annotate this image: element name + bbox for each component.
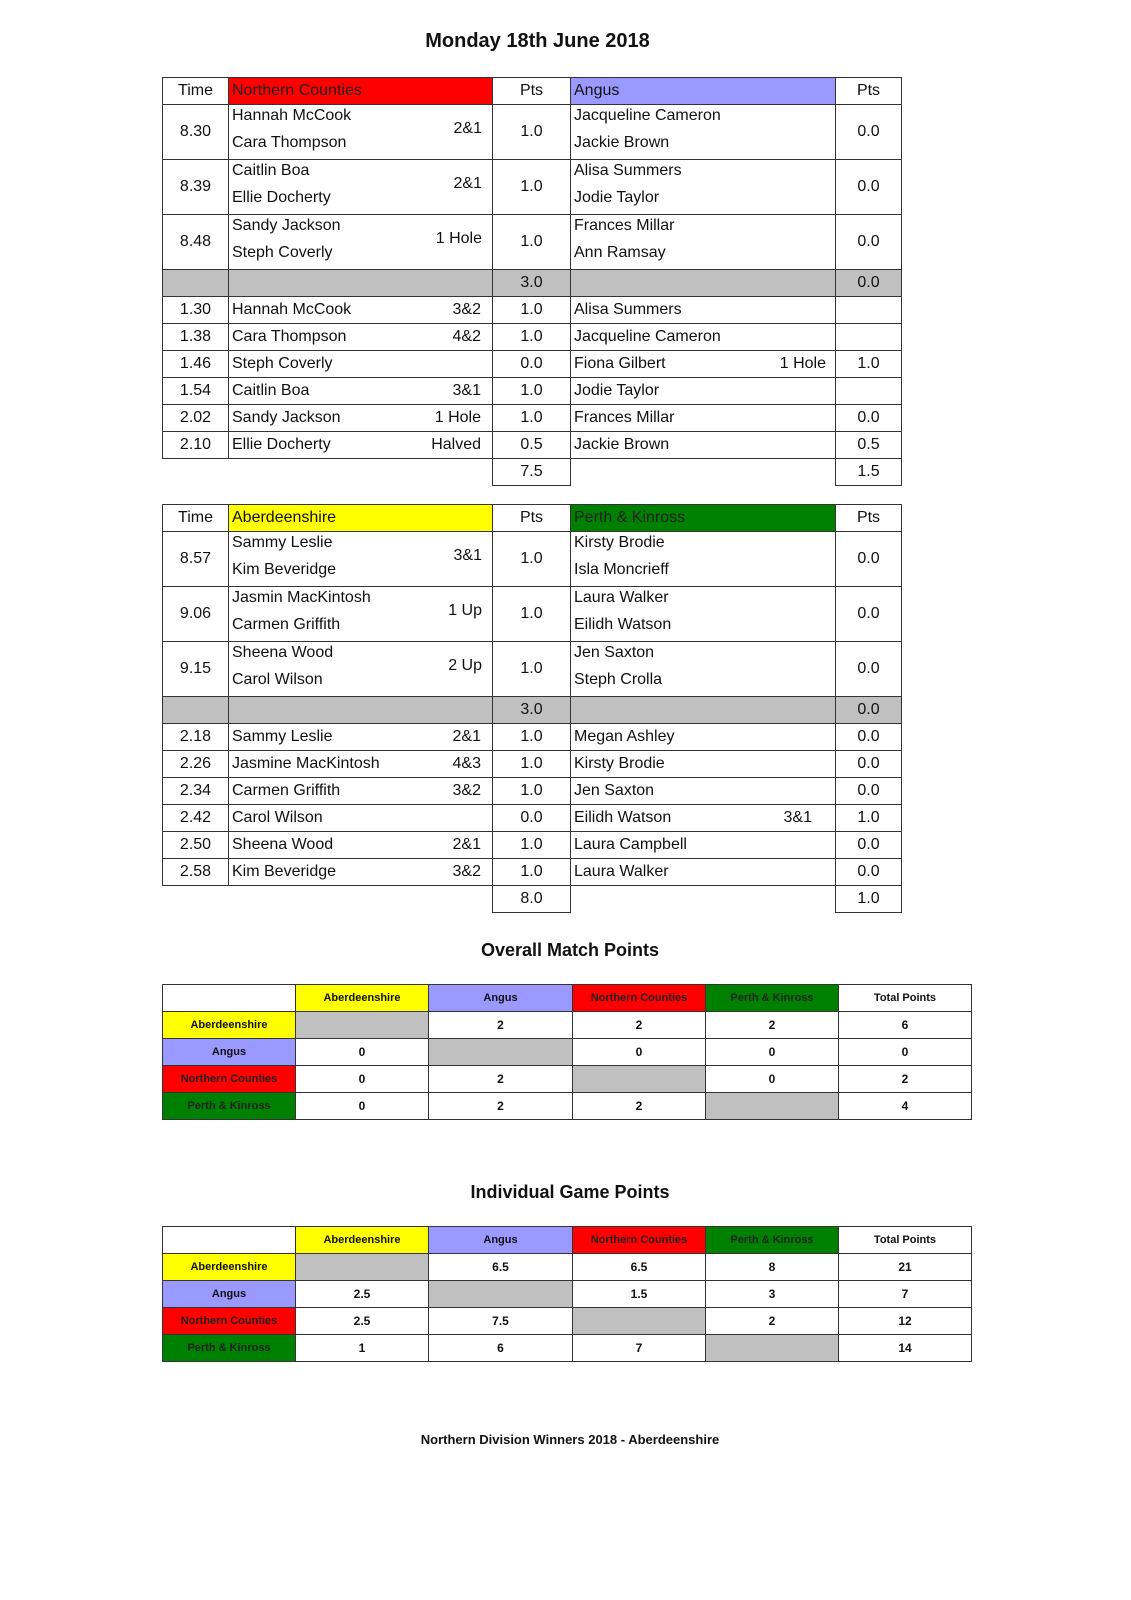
singles-row [163, 859, 902, 886]
points: 1.0 [493, 587, 571, 642]
points: 1.0 [493, 642, 571, 697]
player-name: Ann Ramsay [574, 244, 666, 261]
points: 1.0 [493, 297, 571, 324]
match-result: 3&2 [452, 863, 481, 880]
column-header-angus: Angus [429, 985, 573, 1012]
summary-cell: 2 [706, 1012, 839, 1039]
summary-total: 14 [839, 1335, 972, 1362]
player-name: Megan Ashley [574, 728, 675, 745]
team-header-perth-kinross: Perth & Kinross [571, 505, 836, 532]
total-points: 1.5 [836, 459, 902, 486]
summary-cell: 7.5 [429, 1308, 573, 1335]
player-name: Kirsty Brodie [574, 534, 665, 551]
player-name: Kim Beveridge [232, 863, 337, 880]
player-cell [571, 405, 836, 432]
column-header-total-points: Total Points [839, 1227, 972, 1254]
summary-cell: 0 [296, 1066, 429, 1093]
summary-header-row [163, 985, 972, 1012]
summary-cell: 0 [296, 1039, 429, 1066]
summary-total: 12 [839, 1308, 972, 1335]
column-header-aberdeenshire: Aberdeenshire [296, 985, 429, 1012]
match-result: 4&3 [452, 755, 481, 772]
points: 1.0 [493, 859, 571, 886]
match-result: 4&2 [452, 328, 481, 345]
match-header-row [163, 505, 902, 532]
match-result: 3&1 [783, 809, 812, 826]
points: 1.0 [493, 405, 571, 432]
player-name: Steph Coverly [232, 244, 333, 261]
foursome-row [163, 532, 902, 587]
footer-winners-note: Northern Division Winners 2018 - Aberdeenshire [420, 1432, 720, 1447]
summary-cell: 3 [706, 1281, 839, 1308]
summary-cell [296, 1254, 429, 1281]
player-name: Sandy Jackson [232, 217, 341, 234]
player-pair [571, 215, 836, 270]
column-header-northern-counties: Northern Counties [573, 1227, 706, 1254]
corner-cell [163, 985, 296, 1012]
match-result: 3&1 [452, 382, 481, 399]
subtotal-row [163, 270, 902, 297]
player-name: Sheena Wood [232, 644, 334, 661]
points: 0.0 [836, 832, 902, 859]
summary-cell [296, 1012, 429, 1039]
tee-time: 2.18 [163, 724, 229, 751]
tee-time: 8.48 [163, 215, 229, 270]
row-header-aberdeenshire: Aberdeenshire [163, 1254, 296, 1281]
player-pair [571, 532, 836, 587]
match-result: 2&1 [452, 728, 481, 745]
match-result: 2&1 [453, 175, 482, 192]
summary-cell: 1.5 [573, 1281, 706, 1308]
individual-game-points-table [162, 1226, 972, 1362]
column-header-perth-kinross: Perth & Kinross [706, 985, 839, 1012]
total-row [163, 886, 902, 913]
summary-cell: 0 [706, 1039, 839, 1066]
row-header-perth-kinross: Perth & Kinross [163, 1335, 296, 1362]
points: 0.0 [493, 351, 571, 378]
match-table-northern-counties-vs-angus [162, 77, 902, 486]
summary-cell [573, 1066, 706, 1093]
points [836, 324, 902, 351]
points: 1.0 [493, 778, 571, 805]
summary-cell: 2 [573, 1093, 706, 1120]
player-cell [571, 432, 836, 459]
pts-header: Pts [836, 505, 902, 532]
player-cell [571, 724, 836, 751]
tee-time: 1.30 [163, 297, 229, 324]
player-name: Jacqueline Cameron [574, 107, 721, 124]
player-cell [571, 778, 836, 805]
foursome-row [163, 642, 902, 697]
points: 0.5 [493, 432, 571, 459]
summary-cell: 0 [296, 1093, 429, 1120]
tee-time: 2.50 [163, 832, 229, 859]
player-pair [571, 642, 836, 697]
tee-time: 8.39 [163, 160, 229, 215]
player-cell [229, 378, 493, 405]
player-name: Steph Crolla [574, 671, 663, 688]
player-name: Frances Millar [574, 217, 675, 234]
column-header-angus: Angus [429, 1227, 573, 1254]
singles-row [163, 405, 902, 432]
summary-cell [429, 1281, 573, 1308]
points: 1.0 [836, 351, 902, 378]
player-cell [571, 805, 836, 832]
singles-row [163, 324, 902, 351]
points: 0.0 [836, 859, 902, 886]
player-cell [229, 297, 493, 324]
singles-row [163, 297, 902, 324]
points: 1.0 [493, 105, 571, 160]
player-name: Laura Walker [574, 863, 669, 880]
player-name: Carmen Griffith [232, 616, 341, 633]
player-name: Jasmin MacKintosh [232, 589, 371, 606]
match-result: 3&1 [453, 547, 482, 564]
summary-cell: 2 [706, 1308, 839, 1335]
singles-row [163, 378, 902, 405]
points: 1.0 [493, 724, 571, 751]
points: 1.0 [493, 532, 571, 587]
match-table-aberdeenshire-vs-perth-kinross [162, 504, 902, 913]
player-cell [229, 324, 493, 351]
subtotal-spacer [229, 270, 493, 297]
player-pair [229, 160, 493, 215]
player-cell [571, 351, 836, 378]
singles-row [163, 351, 902, 378]
player-name: Caitlin Boa [232, 162, 310, 179]
overall-match-points-table [162, 984, 972, 1120]
team-header-northern-counties: Northern Counties [229, 78, 493, 105]
team-header-angus: Angus [571, 78, 836, 105]
foursome-row [163, 160, 902, 215]
player-name: Carol Wilson [232, 671, 323, 688]
player-pair [229, 532, 493, 587]
player-name: Carol Wilson [232, 809, 323, 826]
corner-cell [163, 1227, 296, 1254]
player-name: Sandy Jackson [232, 409, 341, 426]
tee-time: 1.46 [163, 351, 229, 378]
total-spacer [163, 886, 229, 913]
subtotal-spacer [229, 697, 493, 724]
row-header-aberdeenshire: Aberdeenshire [163, 1012, 296, 1039]
summary-cell: 7 [573, 1335, 706, 1362]
points: 0.0 [836, 724, 902, 751]
total-spacer [571, 459, 836, 486]
player-cell [571, 751, 836, 778]
subtotal-points: 0.0 [836, 270, 902, 297]
player-name: Jacqueline Cameron [574, 328, 721, 345]
row-header-perth-kinross: Perth & Kinross [163, 1093, 296, 1120]
player-name: Alisa Summers [574, 301, 682, 318]
player-name: Fiona Gilbert [574, 355, 666, 372]
player-cell [571, 832, 836, 859]
subtotal-spacer [163, 270, 229, 297]
points: 1.0 [493, 324, 571, 351]
player-name: Laura Walker [574, 589, 669, 606]
summary-cell: 6.5 [429, 1254, 573, 1281]
points [836, 297, 902, 324]
match-header-row [163, 78, 902, 105]
summary-row [163, 1335, 972, 1362]
summary-row [163, 1281, 972, 1308]
individual-game-points-title: Individual Game Points [470, 1182, 670, 1202]
row-header-northern-counties: Northern Counties [163, 1308, 296, 1335]
player-name: Kirsty Brodie [574, 755, 665, 772]
summary-row [163, 1066, 972, 1093]
player-cell [571, 378, 836, 405]
player-cell [229, 432, 493, 459]
tee-time: 8.57 [163, 532, 229, 587]
player-name: Frances Millar [574, 409, 675, 426]
total-spacer [163, 459, 229, 486]
player-cell [229, 405, 493, 432]
tee-time: 2.42 [163, 805, 229, 832]
player-name: Eilidh Watson [574, 809, 672, 826]
subtotal-points: 3.0 [493, 697, 571, 724]
subtotal-row [163, 697, 902, 724]
summary-cell: 8 [706, 1254, 839, 1281]
player-name: Caitlin Boa [232, 382, 310, 399]
subtotal-spacer [163, 697, 229, 724]
summary-cell: 2 [573, 1012, 706, 1039]
singles-row [163, 724, 902, 751]
points: 0.5 [836, 432, 902, 459]
overall-match-points-title: Overall Match Points [480, 940, 660, 960]
player-name: Jasmine MacKintosh [232, 755, 380, 772]
total-spacer [229, 459, 493, 486]
player-cell [229, 778, 493, 805]
summary-row [163, 1254, 972, 1281]
singles-row [163, 805, 902, 832]
summary-total: 0 [839, 1039, 972, 1066]
points: 0.0 [836, 405, 902, 432]
page-title: Monday 18th June 2018 [425, 30, 650, 52]
player-cell [229, 805, 493, 832]
player-pair [229, 642, 493, 697]
match-result: Halved [431, 436, 481, 453]
player-name: Ellie Docherty [232, 436, 331, 453]
summary-cell: 2 [429, 1012, 573, 1039]
player-name: Isla Moncrieff [574, 561, 669, 578]
player-name: Hannah McCook [232, 107, 352, 124]
player-name: Alisa Summers [574, 162, 682, 179]
subtotal-spacer [571, 697, 836, 724]
player-cell [229, 351, 493, 378]
summary-total: 21 [839, 1254, 972, 1281]
points: 0.0 [836, 778, 902, 805]
match-result: 1 Up [448, 602, 482, 619]
summary-total: 7 [839, 1281, 972, 1308]
column-header-perth-kinross: Perth & Kinross [706, 1227, 839, 1254]
player-cell [229, 832, 493, 859]
player-name: Sammy Leslie [232, 728, 333, 745]
points: 1.0 [493, 160, 571, 215]
summary-total: 2 [839, 1066, 972, 1093]
player-cell [229, 724, 493, 751]
summary-cell [429, 1039, 573, 1066]
points: 0.0 [836, 160, 902, 215]
player-name: Jackie Brown [574, 134, 670, 151]
points: 1.0 [493, 378, 571, 405]
summary-cell: 6.5 [573, 1254, 706, 1281]
time-header: Time [163, 505, 229, 532]
summary-header-row [163, 1227, 972, 1254]
points: 0.0 [836, 642, 902, 697]
singles-row [163, 832, 902, 859]
summary-cell: 0 [706, 1066, 839, 1093]
points: 0.0 [836, 105, 902, 160]
player-name: Jen Saxton [574, 782, 655, 799]
total-row [163, 459, 902, 486]
subtotal-points: 3.0 [493, 270, 571, 297]
tee-time: 2.10 [163, 432, 229, 459]
player-name: Jackie Brown [574, 436, 670, 453]
summary-cell: 2 [429, 1066, 573, 1093]
player-name: Carmen Griffith [232, 782, 341, 799]
summary-row [163, 1039, 972, 1066]
total-points: 7.5 [493, 459, 571, 486]
player-name: Jodie Taylor [574, 382, 660, 399]
tee-time: 2.26 [163, 751, 229, 778]
player-name: Ellie Docherty [232, 189, 331, 206]
player-name: Hannah McCook [232, 301, 352, 318]
player-pair [229, 587, 493, 642]
tee-time: 9.15 [163, 642, 229, 697]
points: 0.0 [836, 751, 902, 778]
summary-total: 6 [839, 1012, 972, 1039]
player-name: Eilidh Watson [574, 616, 672, 633]
foursome-row [163, 587, 902, 642]
points: 0.0 [493, 805, 571, 832]
player-pair [571, 587, 836, 642]
player-cell [571, 324, 836, 351]
player-name: Jen Saxton [574, 644, 655, 661]
singles-row [163, 751, 902, 778]
player-cell [229, 859, 493, 886]
foursome-row [163, 105, 902, 160]
player-cell [571, 297, 836, 324]
summary-row [163, 1093, 972, 1120]
player-pair [571, 160, 836, 215]
singles-row [163, 432, 902, 459]
summary-cell: 6 [429, 1335, 573, 1362]
column-header-aberdeenshire: Aberdeenshire [296, 1227, 429, 1254]
pts-header: Pts [493, 505, 571, 532]
subtotal-spacer [571, 270, 836, 297]
player-pair [229, 215, 493, 270]
summary-total: 4 [839, 1093, 972, 1120]
points: 1.0 [493, 215, 571, 270]
points: 1.0 [836, 805, 902, 832]
summary-cell: 1 [296, 1335, 429, 1362]
match-result: 2&1 [453, 120, 482, 137]
player-pair [571, 105, 836, 160]
match-result: 2&1 [452, 836, 481, 853]
total-points: 8.0 [493, 886, 571, 913]
points: 0.0 [836, 532, 902, 587]
points: 1.0 [493, 751, 571, 778]
player-name: Sheena Wood [232, 836, 334, 853]
player-cell [229, 751, 493, 778]
match-result: 3&2 [452, 782, 481, 799]
player-name: Sammy Leslie [232, 534, 333, 551]
summary-cell: 2.5 [296, 1281, 429, 1308]
summary-cell [573, 1308, 706, 1335]
row-header-angus: Angus [163, 1039, 296, 1066]
match-result: 1 Hole [779, 355, 826, 372]
player-pair [229, 105, 493, 160]
player-name: Jodie Taylor [574, 189, 660, 206]
points: 0.0 [836, 215, 902, 270]
column-header-northern-counties: Northern Counties [573, 985, 706, 1012]
summary-cell: 0 [573, 1039, 706, 1066]
pts-header: Pts [836, 78, 902, 105]
match-result: 2 Up [448, 657, 482, 674]
total-points: 1.0 [836, 886, 902, 913]
player-name: Kim Beveridge [232, 561, 337, 578]
summary-row [163, 1308, 972, 1335]
player-cell [571, 859, 836, 886]
tee-time: 2.02 [163, 405, 229, 432]
tee-time: 1.38 [163, 324, 229, 351]
total-spacer [571, 886, 836, 913]
player-name: Cara Thompson [232, 328, 347, 345]
player-name: Laura Campbell [574, 836, 687, 853]
subtotal-points: 0.0 [836, 697, 902, 724]
pts-header: Pts [493, 78, 571, 105]
foursome-row [163, 215, 902, 270]
tee-time: 8.30 [163, 105, 229, 160]
match-result: 1 Hole [434, 409, 481, 426]
row-header-angus: Angus [163, 1281, 296, 1308]
summary-cell [706, 1335, 839, 1362]
points: 0.0 [836, 587, 902, 642]
column-header-total-points: Total Points [839, 985, 972, 1012]
player-name: Cara Thompson [232, 134, 347, 151]
row-header-northern-counties: Northern Counties [163, 1066, 296, 1093]
summary-cell [706, 1093, 839, 1120]
summary-cell: 2 [429, 1093, 573, 1120]
team-header-aberdeenshire: Aberdeenshire [229, 505, 493, 532]
summary-row [163, 1012, 972, 1039]
tee-time: 1.54 [163, 378, 229, 405]
time-header: Time [163, 78, 229, 105]
singles-row [163, 778, 902, 805]
points [836, 378, 902, 405]
match-result: 1 Hole [435, 230, 482, 247]
player-name: Steph Coverly [232, 355, 333, 372]
summary-cell: 2.5 [296, 1308, 429, 1335]
tee-time: 2.34 [163, 778, 229, 805]
tee-time: 2.58 [163, 859, 229, 886]
total-spacer [229, 886, 493, 913]
match-result: 3&2 [452, 301, 481, 318]
tee-time: 9.06 [163, 587, 229, 642]
points: 1.0 [493, 832, 571, 859]
